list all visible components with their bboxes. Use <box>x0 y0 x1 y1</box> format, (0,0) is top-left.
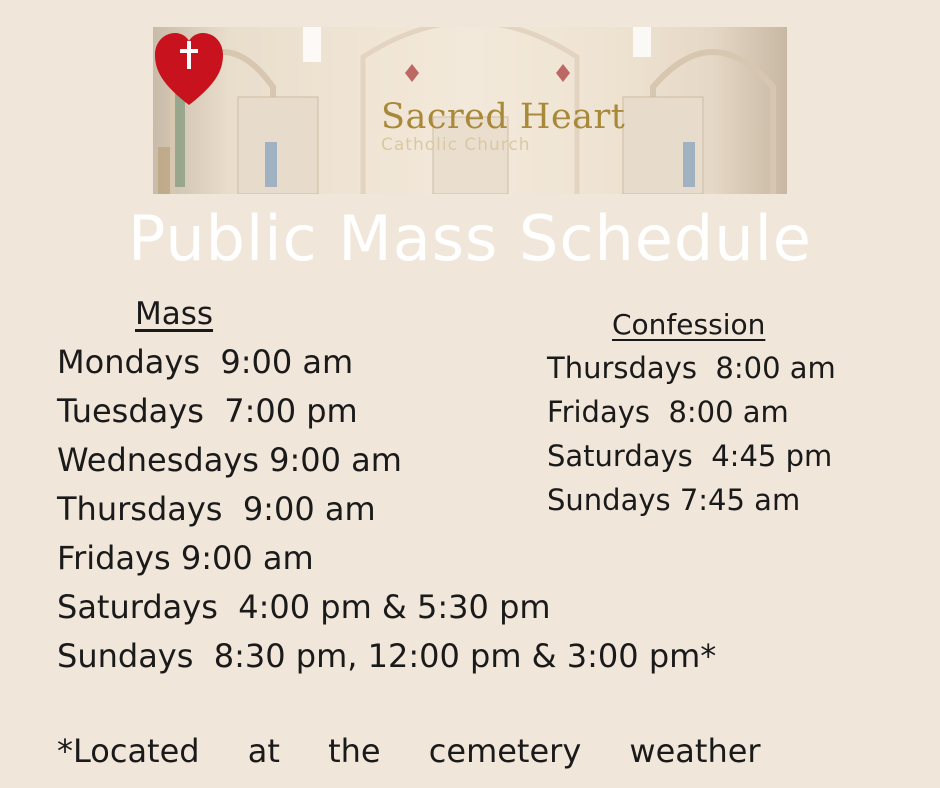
church-banner-image <box>153 27 787 194</box>
mass-heading: Mass <box>135 296 214 332</box>
confession-heading: Confession <box>612 308 766 341</box>
footnote: *Located at the cemetery weather <box>57 732 761 770</box>
confession-item: Fridays 8:00 am <box>547 395 789 429</box>
heart-cross-icon <box>153 27 225 107</box>
mass-item: Mondays 9:00 am <box>57 343 354 381</box>
page-title: Public Mass Schedule <box>128 202 812 275</box>
mass-item: Sundays 8:30 pm, 12:00 pm & 3:00 pm* <box>57 637 717 675</box>
mass-item: Wednesdays 9:00 am <box>57 441 402 479</box>
confession-item: Thursdays 8:00 am <box>547 351 836 385</box>
confession-schedule-list <box>547 348 836 524</box>
confession-item: Saturdays 4:45 pm <box>547 439 833 473</box>
confession-item: Sundays 7:45 am <box>547 483 801 517</box>
mass-item: Saturdays 4:00 pm & 5:30 pm <box>57 588 551 626</box>
church-name: Sacred Heart <box>381 97 626 137</box>
mass-item: Thursdays 9:00 am <box>57 490 376 528</box>
mass-item: Tuesdays 7:00 pm <box>57 392 358 430</box>
mass-item: Fridays 9:00 am <box>57 539 314 577</box>
church-subtitle: Catholic Church <box>381 135 531 155</box>
